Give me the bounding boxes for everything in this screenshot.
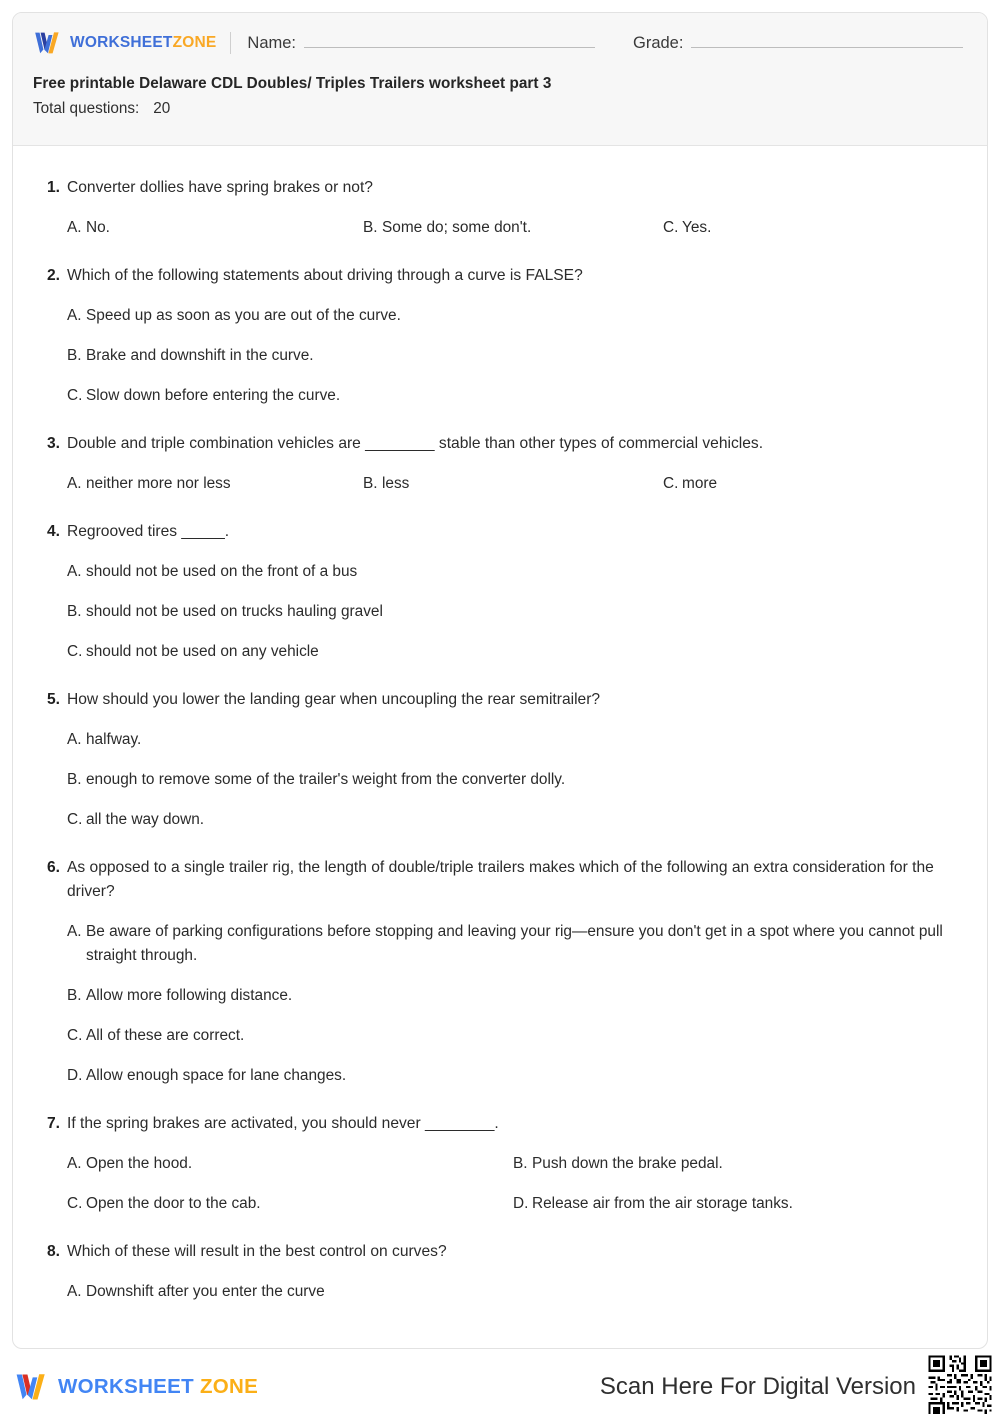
option-letter: C.: [663, 475, 679, 492]
option-text: Allow more following distance.: [86, 987, 293, 1004]
option-text: Yes.: [682, 219, 712, 236]
header-title-block: [13, 73, 987, 121]
grade-input-line[interactable]: [691, 35, 963, 48]
option-letter: A.: [67, 219, 82, 236]
question-item: [41, 1112, 959, 1216]
option-text: Slow down before entering the curve.: [86, 387, 341, 404]
footer-brand-name-part1: WORKSHEET: [58, 1375, 194, 1398]
question-item: [41, 176, 959, 240]
question-body: [67, 432, 959, 496]
option-item[interactable]: [67, 600, 959, 624]
footer-brand-logo: [14, 1371, 258, 1403]
option-list: [67, 920, 959, 1088]
option-item[interactable]: [67, 216, 363, 240]
worksheetzone-w-logo-icon: [14, 1371, 50, 1403]
option-text: neither more nor less: [86, 475, 231, 492]
option-letter: B.: [363, 219, 378, 236]
option-text: should not be used on trucks hauling gravel: [86, 603, 383, 620]
grade-field[interactable]: [633, 34, 963, 53]
brand-name-part2: ZONE: [172, 34, 217, 51]
name-input-line[interactable]: [304, 35, 595, 48]
option-item[interactable]: [67, 768, 959, 792]
header-divider: [230, 32, 231, 54]
option-letter: B.: [363, 475, 378, 492]
option-item[interactable]: [67, 984, 959, 1008]
option-item[interactable]: [67, 304, 959, 328]
option-text: Brake and downshift in the curve.: [86, 347, 314, 364]
question-body: [67, 856, 959, 1088]
option-letter: A.: [67, 475, 82, 492]
option-item[interactable]: [513, 1192, 959, 1216]
option-list: [67, 216, 959, 240]
question-number: 8.: [46, 1243, 60, 1260]
question-item: [41, 264, 959, 408]
option-text: more: [682, 475, 718, 492]
footer-brand-logo-text: [58, 1375, 258, 1399]
option-letter: D.: [513, 1195, 529, 1212]
option-item[interactable]: [67, 560, 959, 584]
option-letter: A.: [67, 923, 82, 940]
question-number: 3.: [46, 435, 60, 452]
option-item[interactable]: [363, 472, 663, 496]
option-item[interactable]: [663, 216, 959, 240]
option-item[interactable]: [67, 1064, 959, 1088]
question-text: How should you lower the landing gear when uncoupling the rear semitrailer?: [67, 691, 601, 708]
option-text: Allow enough space for lane changes.: [86, 1067, 347, 1084]
option-letter: C.: [663, 219, 679, 236]
option-text: No.: [86, 219, 110, 236]
option-letter: C.: [67, 387, 83, 404]
question-body: [67, 688, 959, 832]
option-text: Open the hood.: [86, 1155, 193, 1172]
option-list: [67, 472, 959, 496]
option-text: Open the door to the cab.: [86, 1195, 261, 1212]
option-letter: C.: [67, 811, 83, 828]
question-text: Which of these will result in the best control on curves?: [67, 1243, 447, 1260]
question-number: 5.: [46, 691, 60, 708]
option-item[interactable]: [67, 384, 959, 408]
option-text: enough to remove some of the trailer's weight from the converter dolly.: [86, 771, 566, 788]
option-text: Be aware of parking configurations before stopping and leaving your rig—ensure you don't get in a spot where you cannot pull straight through.: [86, 923, 943, 964]
option-letter: A.: [67, 1155, 82, 1172]
option-letter: B.: [67, 347, 82, 364]
option-letter: A.: [67, 563, 82, 580]
question-number: 2.: [46, 267, 60, 284]
option-text: should not be used on any vehicle: [86, 643, 319, 660]
option-item[interactable]: [67, 728, 959, 752]
question-body: [67, 176, 959, 240]
total-questions: [33, 97, 963, 121]
option-item[interactable]: [67, 920, 959, 968]
option-text: Release air from the air storage tanks.: [532, 1195, 793, 1212]
option-text: all the way down.: [86, 811, 205, 828]
question-text: As opposed to a single trailer rig, the length of double/triple trailers makes which of the following an extra consideration for the driver?: [67, 859, 934, 900]
option-text: All of these are correct.: [86, 1027, 245, 1044]
option-letter: C.: [67, 1195, 83, 1212]
question-item: [41, 520, 959, 664]
option-text: should not be used on the front of a bus: [86, 563, 358, 580]
question-item: [41, 856, 959, 1088]
option-letter: A.: [67, 1283, 82, 1300]
option-text: Downshift after you enter the curve: [86, 1283, 325, 1300]
name-field[interactable]: [247, 34, 595, 53]
option-text: halfway.: [86, 731, 142, 748]
option-item[interactable]: [67, 640, 959, 664]
scan-here-text: Scan Here For Digital Version: [599, 1373, 916, 1400]
option-item[interactable]: [67, 1152, 513, 1176]
total-questions-value: 20: [153, 100, 171, 117]
option-letter: B.: [67, 987, 82, 1004]
question-body: [67, 1112, 959, 1216]
header-top-row: [13, 13, 987, 73]
option-letter: B.: [513, 1155, 528, 1172]
option-letter: C.: [67, 1027, 83, 1044]
option-text: Some do; some don't.: [382, 219, 532, 236]
question-item: [41, 432, 959, 496]
option-list: [67, 728, 959, 832]
option-item[interactable]: [67, 1192, 513, 1216]
option-list: [67, 304, 959, 408]
question-text: Regrooved tires _____.: [67, 523, 230, 540]
worksheetzone-w-logo-icon: [33, 30, 63, 56]
option-list: [67, 1280, 959, 1304]
question-text: Double and triple combination vehicles are ________ stable than other types of commercial vehicles.: [67, 435, 764, 452]
brand-logo-text: [70, 34, 216, 52]
option-item[interactable]: [513, 1152, 959, 1176]
option-item[interactable]: [67, 344, 959, 368]
option-letter: A.: [67, 307, 82, 324]
question-number: 1.: [46, 179, 60, 196]
brand-name-part1: WORKSHEET: [70, 34, 173, 51]
total-questions-label: Total questions:: [33, 100, 140, 117]
question-item: [41, 688, 959, 832]
option-item[interactable]: [363, 216, 663, 240]
option-letter: C.: [67, 643, 83, 660]
option-letter: B.: [67, 603, 82, 620]
option-letter: D.: [67, 1067, 83, 1084]
option-letter: B.: [67, 771, 82, 788]
option-letter: A.: [67, 731, 82, 748]
option-item[interactable]: [67, 1280, 959, 1304]
brand-logo: [33, 30, 216, 56]
option-list: [67, 1152, 959, 1216]
question-text: Which of the following statements about driving through a curve is FALSE?: [67, 267, 583, 284]
question-body: [67, 520, 959, 664]
option-text: Speed up as soon as you are out of the curve.: [86, 307, 401, 324]
question-number: 4.: [46, 523, 60, 540]
name-label: Name:: [247, 33, 297, 52]
question-text: Converter dollies have spring brakes or not?: [67, 179, 373, 196]
option-item[interactable]: [663, 472, 959, 496]
question-item: [41, 1240, 959, 1304]
question-body: [67, 264, 959, 408]
footer-brand-name-part2: ZONE: [199, 1375, 259, 1398]
qr-code-icon[interactable]: [926, 1353, 994, 1414]
option-list: [67, 560, 959, 664]
question-number: 7.: [46, 1115, 60, 1132]
worksheet-footer: [0, 1360, 1000, 1414]
worksheet-card: [12, 12, 988, 1349]
worksheet-header: [13, 13, 987, 146]
option-text: Push down the brake pedal.: [532, 1155, 723, 1172]
question-number: 6.: [46, 859, 60, 876]
worksheet-title: Free printable Delaware CDL Doubles/ Triples Trailers worksheet part 3: [33, 75, 552, 92]
option-item[interactable]: [67, 472, 363, 496]
question-body: [67, 1240, 959, 1304]
option-item[interactable]: [67, 1024, 959, 1048]
questions-list: [13, 146, 987, 1304]
grade-label: Grade:: [633, 33, 684, 52]
option-text: less: [382, 475, 410, 492]
option-item[interactable]: [67, 808, 959, 832]
question-text: If the spring brakes are activated, you should never ________.: [67, 1115, 499, 1132]
